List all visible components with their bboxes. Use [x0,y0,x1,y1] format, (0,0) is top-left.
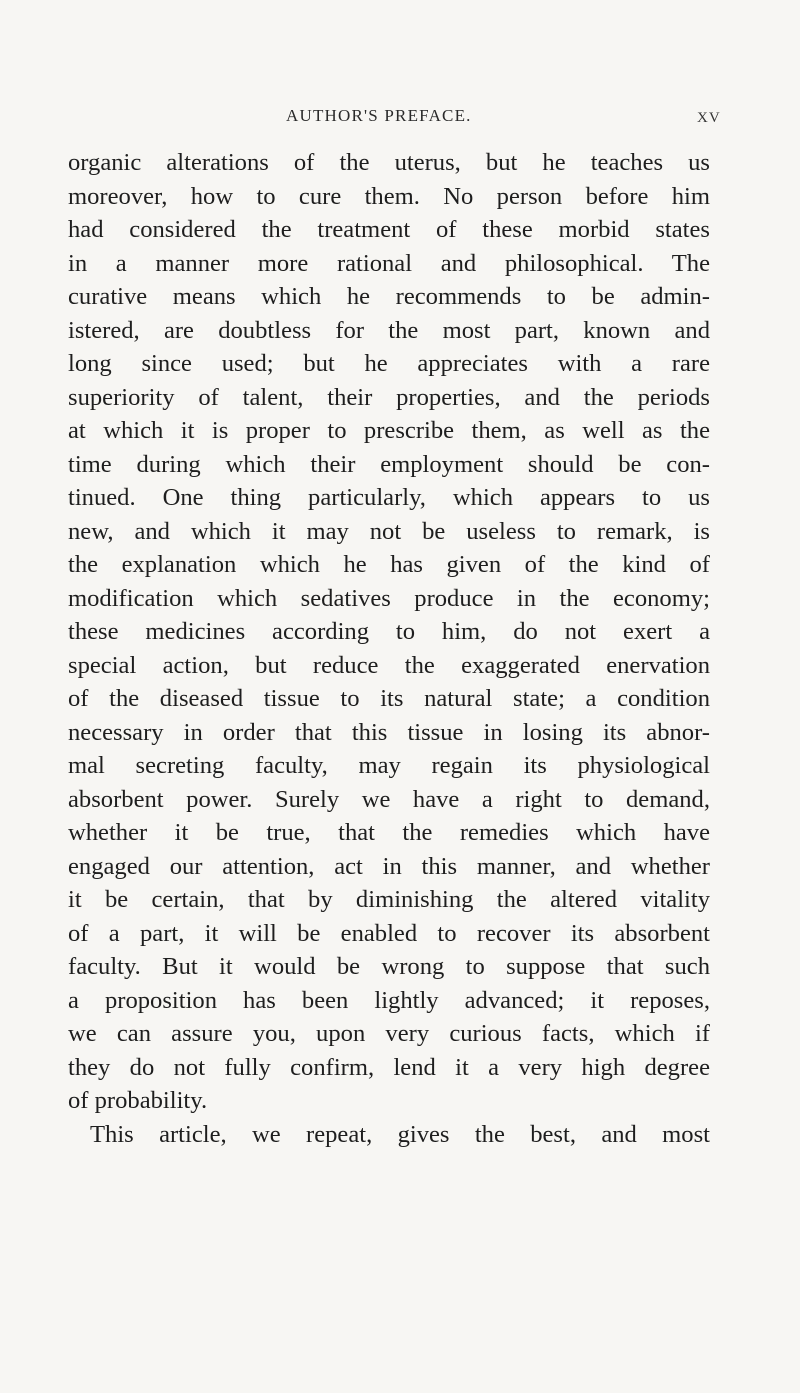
text-line: of the diseased tissue to its natural state; a condition [68,685,710,712]
text-line: mal secreting faculty, may regain its physiological [68,752,710,779]
paragraph-start-line: This article, we repeat, gives the best, and most [90,1120,710,1148]
text-line: absorbent power. Surely we have a right to demand, [68,785,710,813]
text-line: whether it be true, that the remedies which have [68,819,710,846]
text-line: necessary in order that this tissue in losing its abnor- [68,718,710,746]
text-line: superiority of talent, their properties, and the periods [68,383,710,411]
text-line: the explanation which he has given of the kind of [68,551,710,578]
text-line: faculty. But it would be wrong to suppose that such [68,953,710,980]
text-line: had considered the treatment of these morbid states [68,216,710,243]
text-line: new, and which it may not be useless to remark, is [68,517,710,545]
paragraph-end-line: of probability. [68,1087,208,1114]
body-text [68,146,710,1151]
text-line: we can assure you, upon very curious facts, which if [68,1020,710,1047]
text-line: of a part, it will be enabled to recover its absorbent [68,919,710,947]
running-header [0,106,800,130]
text-line: organic alterations of the uterus, but he teaches us [68,149,710,176]
text-line: tinued. One thing particularly, which appears to us [68,484,710,511]
text-line: long since used; but he appreciates with a rare [68,350,710,377]
text-line: time during which their employment should be con- [68,450,710,478]
text-line: curative means which he recommends to be admin- [68,283,710,310]
page-number: XV [697,110,721,126]
text-line: it be certain, that by diminishing the altered vitality [68,886,710,913]
text-line: a proposition has been lightly advanced; it reposes, [68,986,710,1014]
text-line: istered, are doubtless for the most part, known and [68,316,710,344]
text-line: moreover, how to cure them. No person before him [68,182,710,210]
text-line: engaged our attention, act in this manner, and whether [68,852,710,880]
text-line: these medicines according to him, do not exert a [68,618,710,645]
text-line: special action, but reduce the exaggerated enervation [68,651,710,679]
running-title: AUTHOR'S PREFACE. [286,106,472,125]
text-line: they do not fully confirm, lend it a very high degree [68,1053,710,1081]
text-line: in a manner more rational and philosophical. The [68,249,710,277]
text-line: at which it is proper to prescribe them, as well as the [68,417,710,444]
text-line: modification which sedatives produce in the economy; [68,584,710,612]
